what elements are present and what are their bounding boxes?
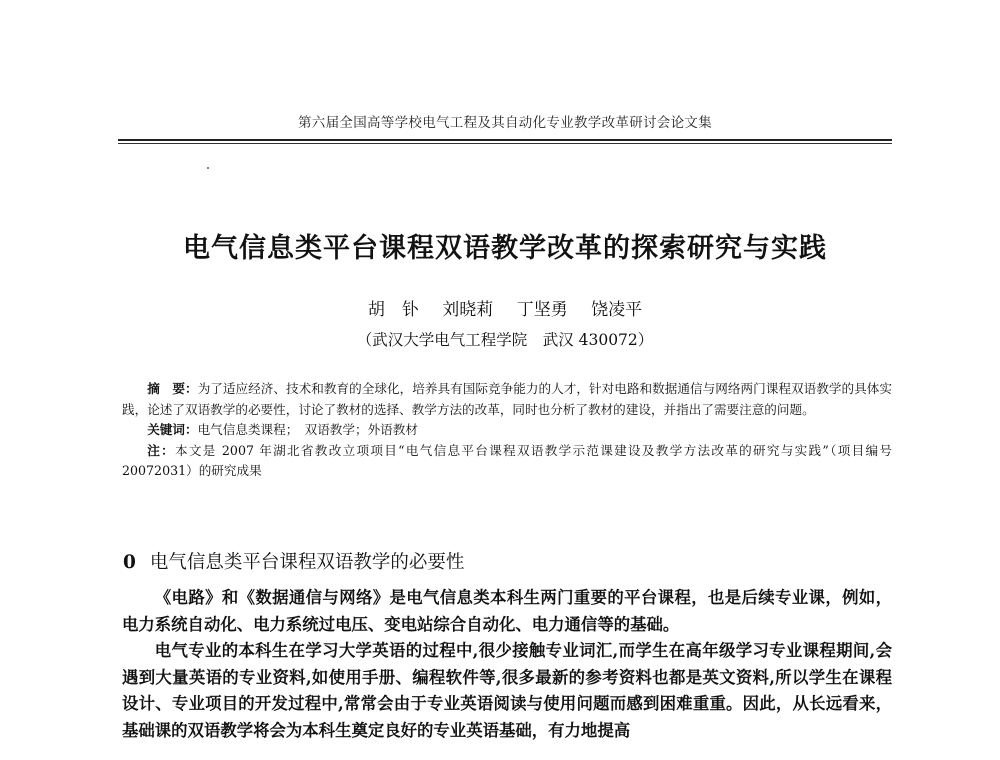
affiliation: （武汉大学电气工程学院 武汉 430072） (356, 331, 654, 349)
keywords-label: 关键词： (147, 422, 198, 437)
section-title: 电气信息类平台课程双语教学的必要性 (149, 552, 465, 573)
running-header: 第六届全国高等学校电气工程及其自动化专业教学改革研讨会论文集 (298, 115, 712, 131)
abstract-label: 摘 要： (147, 381, 198, 396)
funding-note (122, 441, 892, 482)
header-rule-thin (118, 143, 892, 144)
section-number: 0 (123, 552, 136, 573)
author-list (100, 295, 910, 320)
note-label: 注： (147, 442, 175, 458)
header-rule (118, 139, 892, 141)
keywords-text: 电气信息类课程； 双语教学；外语教材 (197, 422, 418, 437)
paragraph: 电气专业的本科生在学习大学英语的过程中,很少接触专业词汇,而学生在高年级学习专业课程期间,会遇到大量英语的专业资料,如使用手册、编程软件等,很多最新的参考资料也都是英文资料,所以学生在课程设计、专业项目的开发过程中,常常会由于专业英语阅读与使用问题而感到困难重重。因此，从长远看来，基础课的双语教学将会为本科生奠定良好的专业英语基础，有力地提高 (122, 641, 892, 740)
author: 丁坚勇 (516, 300, 568, 320)
note-text: 本文是 2007 年湖北省教改立项项目“电气信息平台课程双语教学示范课建设及教学方法改革的研究与实践”（项目编号 20072031）的研究成果 (122, 442, 893, 478)
paper-title: 电气信息类平台课程双语教学改革的探索研究与实践 (183, 233, 827, 264)
author: 胡 钋 (367, 300, 419, 320)
scan-speck (207, 167, 209, 169)
abstract (122, 379, 892, 420)
abstract-block (122, 379, 892, 482)
body-text (122, 585, 892, 745)
author: 饶凌平 (591, 300, 643, 320)
keywords (122, 420, 892, 441)
section-heading (123, 548, 464, 574)
abstract-text: 为了适应经济、技术和教育的全球化，培养具有国际竞争能力的人才，针对电路和数据通信与网络两门课程双语教学的具体实践，论述了双语教学的必要性，讨论了教材的选择、教学方法的改革，同时也分析了教材的建设，并指出了需要注意的问题。 (122, 381, 893, 417)
paragraph: 《电路》和《数据通信与网络》是电气信息类本科生两门重要的平台课程，也是后续专业课，例如，电力系统自动化、电力系统过电压、变电站综合自动化、电力通信等的基础。 (122, 588, 892, 634)
author: 刘晓莉 (442, 300, 494, 320)
